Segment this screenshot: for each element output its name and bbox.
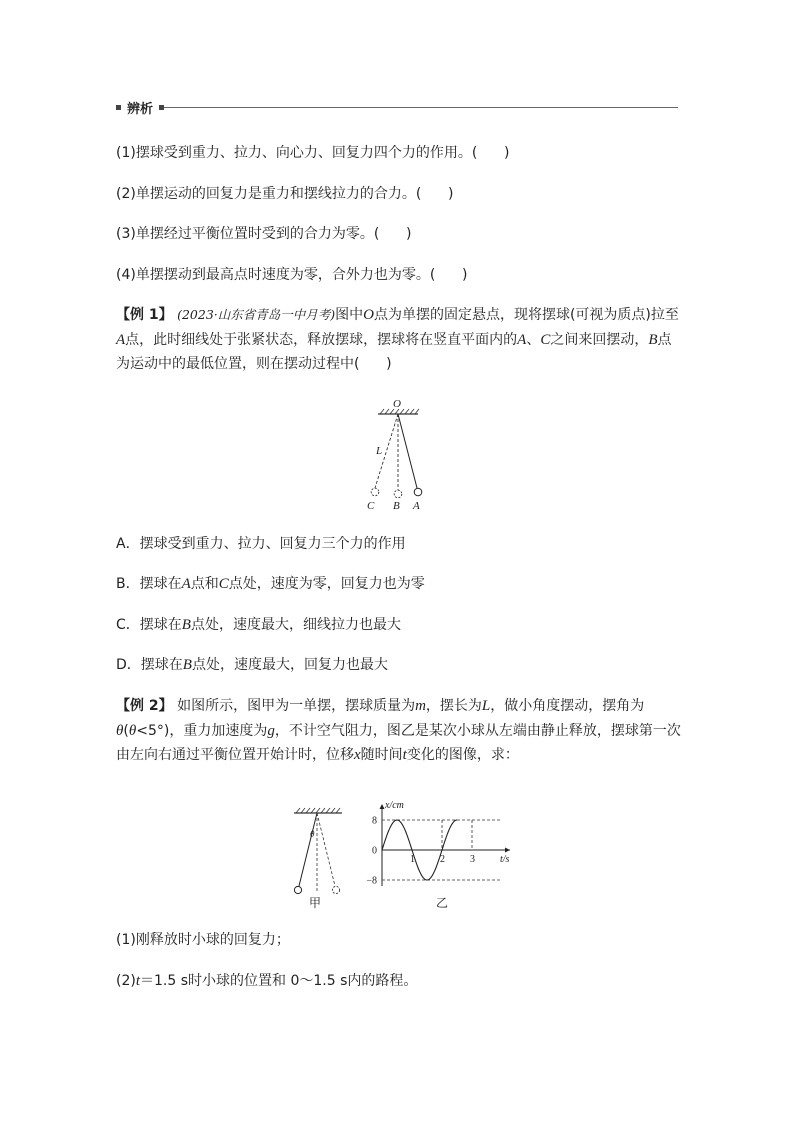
- option-text: 点和: [190, 576, 219, 592]
- var-A: A: [517, 331, 527, 348]
- stem-text: ，做小角度摆动，摆角为: [490, 698, 645, 714]
- stem-text: 之间来回摆动，: [550, 331, 649, 348]
- var-O: O: [363, 307, 374, 323]
- option-text: D．摆球在: [116, 657, 183, 673]
- stem-text: ，摆长为: [425, 698, 482, 714]
- var-C: C: [540, 331, 551, 348]
- string-A: [398, 414, 417, 488]
- var-A: A: [181, 576, 191, 592]
- option-d[interactable]: [116, 655, 388, 675]
- option-text: 点处，速度为零，回复力也为零: [228, 576, 425, 592]
- var-t: t: [135, 973, 141, 989]
- example1-tag: 【例 1】: [116, 307, 173, 323]
- var-g: g: [267, 722, 275, 739]
- y-axis-label: x/cm: [385, 800, 404, 811]
- example1-source: (2023·山东省青岛一中月考): [177, 307, 336, 322]
- stem-text: 点为运动中的最低位置，则在摆动过程中( ): [116, 331, 672, 372]
- section-header: [116, 99, 678, 115]
- ball-C: [371, 488, 379, 496]
- x-tick-label: 3: [470, 854, 475, 865]
- x-axis-arrow: [505, 848, 510, 853]
- var-B: B: [648, 331, 658, 348]
- label-A: A: [413, 500, 420, 512]
- displacement-chart: [360, 786, 510, 912]
- section-divider: [164, 107, 678, 108]
- question-2: [116, 971, 417, 991]
- label-C: C: [367, 500, 375, 512]
- var-L: L: [481, 698, 491, 714]
- judgment-1: (1)摆球受到重力、拉力、向心力、回复力四个力的作用。( ): [116, 145, 510, 161]
- stem-text: 如图所示，图甲为一单摆，摆球质量为: [177, 698, 416, 714]
- question-text: (1)刚释放时小球的回复力；: [116, 932, 290, 948]
- label-L: L: [376, 445, 383, 457]
- option-text: 点处，速度最大，回复力也最大: [191, 657, 388, 673]
- var-B: B: [182, 657, 192, 673]
- option-text: B．摆球在: [116, 576, 182, 592]
- x-tick-label: 1: [410, 854, 415, 865]
- judgment-4: (4)单摆摆动到最高点时速度为零，合外力也为零。( ): [116, 267, 468, 283]
- var-x: x: [354, 747, 361, 763]
- var-t: t: [402, 747, 407, 763]
- option-text: A．摆球受到重力、拉力、回复力三个力的作用: [116, 536, 406, 552]
- string-right: [317, 813, 335, 886]
- stem-text: 随时间: [360, 747, 403, 763]
- example2-stem: [116, 694, 681, 768]
- pendulum-figure-jia: [284, 803, 358, 913]
- var-A: A: [116, 331, 126, 348]
- caption-yi: 乙: [436, 896, 449, 910]
- stem-text: 点，此时细线处于张紧状态，释放摆球，摆球将在竖直平面内的: [125, 331, 518, 348]
- x-axis-label: t/s: [500, 854, 510, 865]
- label-theta: θ: [310, 829, 315, 839]
- label-B: B: [393, 500, 400, 512]
- square-bullet-icon: [116, 105, 121, 110]
- ball-right: [332, 886, 339, 893]
- var-m: m: [415, 698, 426, 714]
- option-a[interactable]: [116, 534, 406, 554]
- question-text: ＝1.5 s时小球的位置和 0～1.5 s内的路程。: [140, 973, 418, 989]
- option-c[interactable]: [116, 615, 401, 635]
- judgment-2: (2)单摆运动的回复力是重力和摆线拉力的合力。( ): [116, 186, 454, 202]
- option-text: 点处，速度最大，细线拉力也最大: [190, 617, 401, 633]
- y-tick-label: 0: [372, 845, 377, 857]
- stem-text: <5°)，重力加速度为: [136, 722, 268, 739]
- y-tick-label: −8: [366, 875, 377, 887]
- example1-stem: [116, 303, 681, 377]
- judgment-3: (3)单摆经过平衡位置时受到的合力为零。( ): [116, 226, 412, 242]
- option-b[interactable]: [116, 574, 425, 594]
- option-text: C．摆球在: [116, 617, 182, 633]
- x-tick-label: 2: [440, 854, 445, 865]
- label-O: O: [393, 398, 401, 410]
- example2-tag: 【例 2】: [116, 698, 173, 714]
- var-C: C: [218, 576, 229, 592]
- stem-text: 变化的图像，求：: [406, 747, 519, 763]
- ceiling-hatch: [296, 808, 340, 813]
- chart-layer: [366, 800, 510, 887]
- ball-left: [294, 886, 301, 893]
- ball-A: [414, 488, 422, 496]
- var-theta: θ: [116, 722, 124, 739]
- pendulum-figure: [356, 396, 436, 516]
- caption-jia: 甲: [309, 896, 322, 910]
- question-1: [116, 930, 290, 950]
- stem-text: 图中: [335, 307, 364, 323]
- y-axis-arrow: [380, 804, 385, 809]
- string-left: [299, 813, 317, 886]
- ball-B: [394, 490, 402, 498]
- stem-text: ，不计空气阻力，图乙是某次小球从左端由静止释放，摆球第一次由左向右通过平衡位置开始计时，位移: [116, 722, 681, 763]
- question-text: (2): [116, 973, 136, 989]
- stem-text: 点为单摆的固定悬点，现将摆球(可视为质点)拉至: [373, 307, 679, 323]
- section-title: 辨析: [127, 101, 154, 117]
- var-theta: θ: [128, 722, 137, 739]
- y-tick-label: 8: [372, 815, 377, 827]
- stem-text: 、: [526, 331, 541, 348]
- stem-text: (: [123, 722, 129, 739]
- var-B: B: [181, 617, 191, 633]
